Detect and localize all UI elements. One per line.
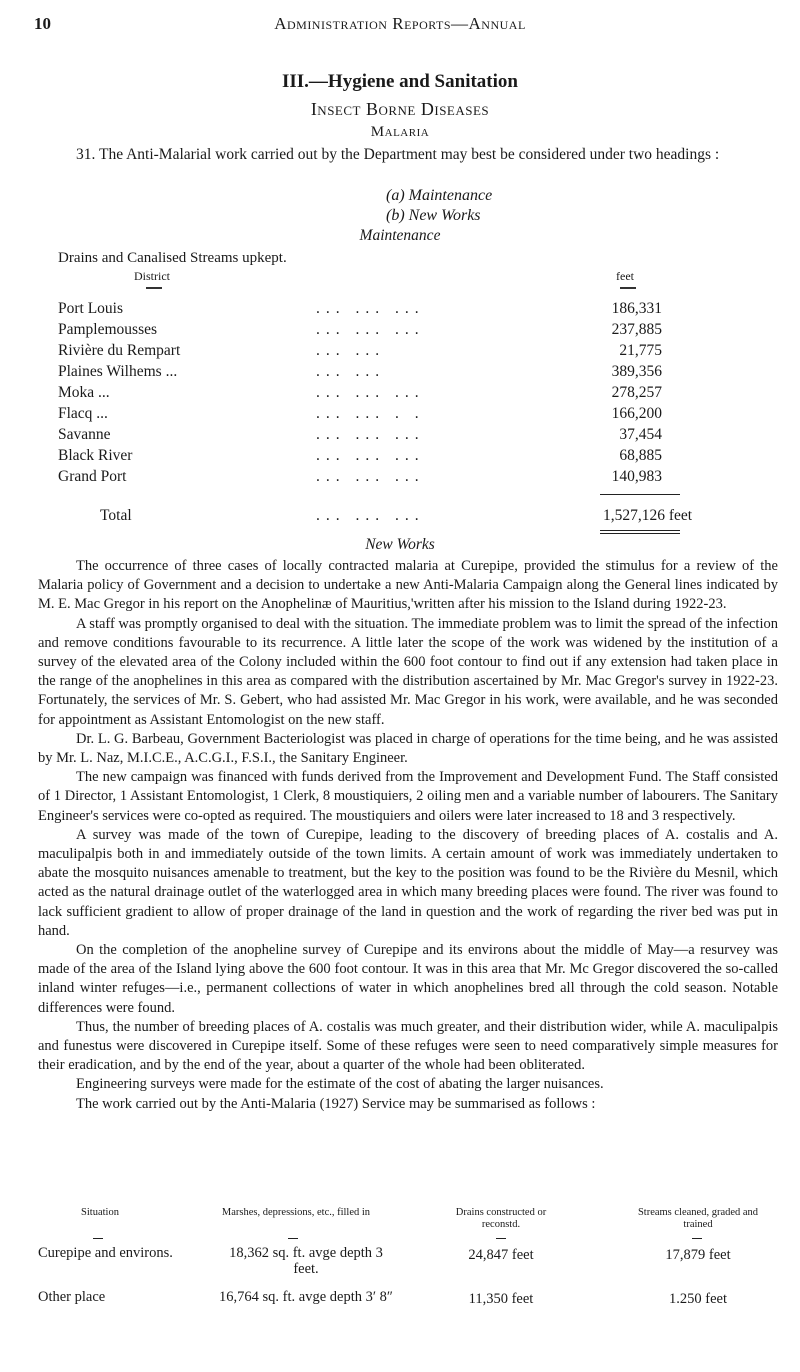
paragraph: Dr. L. G. Barbeau, Government Bacteriologist was placed in charge of operations for the time being, and he was assisted by Mr. L. Naz, M.I.C.E., A.C.G.I., F.S.I., the Sanitary Engineer. (38, 730, 778, 767)
maintenance-heading: Maintenance (359, 227, 441, 244)
paragraph: A survey was made of the town of Curepipe, leading to the discovery of breeding places of A. costalis and A. maculipalpis both in and immediately outside of the town limits. A certain amount of work was immediately undertaken to abate the mosquito nuisances amenable to treatment, but the key to the position was found to be the Rivière du Mesnil, which acted as the natural drainage outlet of the waterlogged area in which many breeding places were found. The river was found to lack sufficient gradient to allow of proper drainage of the land in question and the work of regarding the river bed was put in hand. (38, 826, 778, 939)
paragraph: The work carried out by the Anti-Malaria (1927) Service may be summarised as follows : (76, 1095, 596, 1112)
table-row: Flacq ... ... ... . . 166,200 (58, 405, 662, 422)
table-header-marshes: Marshes, depressions, etc., filled in (221, 1207, 371, 1218)
intro-paragraph: 31. The Anti-Malarial work carried out by the Department may best be considered under two headings : (76, 146, 720, 163)
table-cell: 1.250 feet (669, 1291, 727, 1307)
table-cell: Curepipe and environs. (38, 1245, 173, 1261)
sum-rule (600, 494, 680, 495)
paragraph: A staff was promptly organised to deal with the situation. The immediate problem was to limit the spread of the infection and remove conditions favourable to its recurrence. A little later the scope of the work was widened by the institution of a survey of the elevated area of the Colony included within the 600 foot contour to find out if any extension had taken place in the range of the anophelines in this area as compared with the distribution ascertained by Mr. Mac Gregor's survey in 1922-23. Fortunately, the services of Mr. S. Gebert, who had assisted Mr. Mac Gregor in his work, were available, and he was seconded for appointment as Assistant Entomologist on the new staff. (38, 615, 778, 728)
total-double-rule (600, 533, 680, 534)
total-value: 1,527,126 feet (603, 507, 693, 524)
total-double-rule (600, 530, 680, 531)
table-header-situation: Situation (81, 1207, 119, 1218)
table-cell: 18,362 sq. ft. avge depth 3 feet. (229, 1245, 383, 1277)
column-header-feet: feet (616, 269, 634, 283)
table-cell: 11,350 feet (468, 1291, 534, 1307)
column-dash (620, 287, 636, 289)
heading-item: (b) New Works (386, 207, 481, 224)
column-header-district: District (134, 269, 170, 283)
column-dash (146, 287, 162, 289)
table-row: Rivière du Rempart ... ... 21,775 (58, 342, 662, 359)
paragraph: The occurrence of three cases of locally contracted malaria at Curepipe, provided the stimulus for a review of the Malaria policy of Government and a decision to undertake a new Anti-Malaria Campaign along the General lines indicated by M. E. Mac Gregor in his report on the Anophelinæ of Mauritius,'written after his mission to the Island during 1922-23. (38, 558, 778, 613)
header-dash (93, 1238, 103, 1239)
table-row: Black River ... ... ... 68,885 (58, 447, 662, 464)
table-header-drains: Drains constructed or reconstd. (455, 1207, 547, 1230)
table-row: Savanne ... ... ... 37,454 (58, 426, 662, 443)
paragraph: Engineering surveys were made for the estimate of the cost of abating the larger nuisances. (76, 1076, 604, 1093)
table-cell: Other place (38, 1289, 106, 1305)
maintenance-table (58, 300, 718, 489)
heading-item: (a) Maintenance (386, 187, 493, 204)
table-cell: 16,764 sq. ft. avge depth 3′ 8″ (219, 1289, 393, 1305)
running-title: Administration Reports—Annual (274, 14, 526, 33)
table-row: Port Louis ... ... ... 186,331 (58, 300, 662, 317)
page-number: 10 (34, 14, 51, 33)
paragraph: The new campaign was financed with funds derived from the Improvement and Development Fund. The Staff consisted of 1 Director, 1 Assistant Entomologist, 1 Clerk, 8 moustiquiers, 2 oiling men and a variable number of labourers. The Sanitary Engineer's services were co-opted as required. The moustiquiers and oilers were later increased to 18 and 3 respectively. (38, 769, 778, 824)
header-dash (496, 1238, 506, 1239)
paragraph: Thus, the number of breeding places of A. costalis was much greater, and their distribution wider, while A. maculipalpis and funestus were discovered in Curepipe itself. Some of these refuges were seen to need comparatively simple measures for their eradication, and by the end of the year, about a quarter of the whole had been obliterated. (38, 1018, 778, 1074)
header-dash (288, 1238, 298, 1239)
headings-list (386, 186, 492, 226)
table-cell: 17,879 feet (665, 1247, 731, 1263)
table-row: Grand Port ... ... ... 140,983 (58, 468, 662, 485)
section-subtitle: Insect Borne Diseases (310, 99, 490, 119)
total-label: Total (100, 507, 132, 524)
header-dash (692, 1238, 702, 1239)
paragraph: On the completion of the anopheline survey of Curepipe and its environs about the middle of May—a resurvey was made of the area of the Island lying above the 600 foot contour. It was in this area that Mr. Mc Gregor discovered the so-called inland winter refuges—i.e., permanent collections of water in which anophelines bred all through the cold season. Notable differences were found. (38, 942, 778, 1016)
table-row: Pamplemousses ... ... ... 237,885 (58, 321, 662, 338)
section-title: III.—Hygiene and Sanitation (282, 71, 518, 92)
table-row: Plaines Wilhems ... ... ... 389,356 (58, 363, 662, 380)
table-cell: 24,847 feet (468, 1247, 534, 1263)
table-header-streams: Streams cleaned, graded and trained (637, 1207, 759, 1230)
table-row: Moka ... ... ... ... 278,257 (58, 384, 662, 401)
new-works-heading: New Works (365, 536, 435, 553)
drains-caption: Drains and Canalised Streams upkept. (58, 250, 287, 266)
section-topic: Malaria (370, 124, 430, 140)
new-works-body (38, 557, 778, 1114)
document-page: 10 Administration Reports—Annual III.—Hygiene and Sanitation Insect Borne Diseases Malaria 31. The Anti-Malarial work carried out by the Department may best be considered under two headings : (a) Maintenance (b) New Works Maintenance Drains and Canalised Streams upkept. District feet Port Louis ... ... ... 186,331 Pamplemousses ... ... ... 237,885 Rivière du Rempart ... ... 21,775 Plaines Wilhems ... ... ... 389,356 Moka ... ... ... ... 278,257 Flacq ... ... ... . . 166,200 Savanne ... ... ... 37,454 Black River ... ... ... 68,885 Grand Port ... ... ... 140,983 Total ... ... ... 1,527,126 feet New Works The occurrence of three cases of locally contracted malaria at Curepipe, provided the stimulus for a review of the Malaria policy of Government and a decision to undertake a new Anti-Malaria Campaign along the General lines indicated by M. E. Mac Gregor in his report on the Anophelinæ of Mauritius,'written after his mission to the Island during 1922-23. A staff was promptly organised to deal with the situation. The immediate problem was to limit the spread of the infection and remove conditions favourable to its recurrence. A little later the scope of the work was widened by the institution of a survey of the elevated area of the Colony included within the 600 foot contour to find out if any extension had taken place in the range of the anophelines in this area as compared with the distribution ascertained by Mr. Mac Gregor's survey in 1922-23. Fortunately, the services of Mr. S. Gebert, who had assisted Mr. Mac Gregor in his work, were available, and he was seconded for appointment as Assistant Entomologist on the new staff. Dr. L. G. Barbeau, Government Bacteriologist was placed in charge of operations for the time being, and he was assisted by Mr. L. Naz, M.I.C.E., A.C.G.I., F.S.I., the Sanitary Engineer. The new campaign was financed with funds derived from the Improvement and Development Fund. The Staff consisted of 1 Director, 1 Assistant Entomologist, 1 Clerk, 8 moustiquiers, 2 oiling men and a variable number of labourers. The Sanitary Engineer's services were co-opted as required. The moustiquiers and oilers were later increased to 18 and 3 respectively. A survey was made of the town of Curepipe, leading to the discovery of breeding places of A. costalis and A. maculipalpis both in and immediately outside of the town limits. A certain amount of work was immediately undertaken to abate the mosquito nuisances amenable to treatment, but the key to the position was found to be the Rivière du Mesnil, which acted as the natural drainage outlet of the waterlogged area in which many breeding places were found. The river was found to lack sufficient gradient to allow of proper drainage of the land in question and the work of regarding the river bed was put in hand. On the completion of the anopheline survey of Curepipe and its environs about the middle of May—a resurvey was made of the area of the Island lying above the 600 foot contour. It was in this area that Mr. Mc Gregor discovered the so-called inland winter refuges—i.e., permanent collections of water in which anophelines bred all through the cold season. Notable differences were found. Thus, the number of breeding places of A. costalis was much greater, and their distribution wider, while A. maculipalpis and funestus were discovered in Curepipe itself. Some of these refuges were seen to need comparatively simple measures for their eradication, and by the end of the year, about a quarter of the whole had been obliterated. Engineering surveys were made for the estimate of the cost of abating the larger nuisances. The work carried out by the Anti-Malaria (1927) Service may be summarised as follows : Situation Marshes, depressions, etc., filled in Drains constructed or reconstd. Streams cleaned, graded and trained Curepipe and environs. 18,362 sq. ft. avge depth 3 feet. 24,847 feet 17,879 feet Other place 16,764 sq. ft. avge depth 3′ 8″ 11,350 feet 1.250 feet (0, 0, 800, 1372)
